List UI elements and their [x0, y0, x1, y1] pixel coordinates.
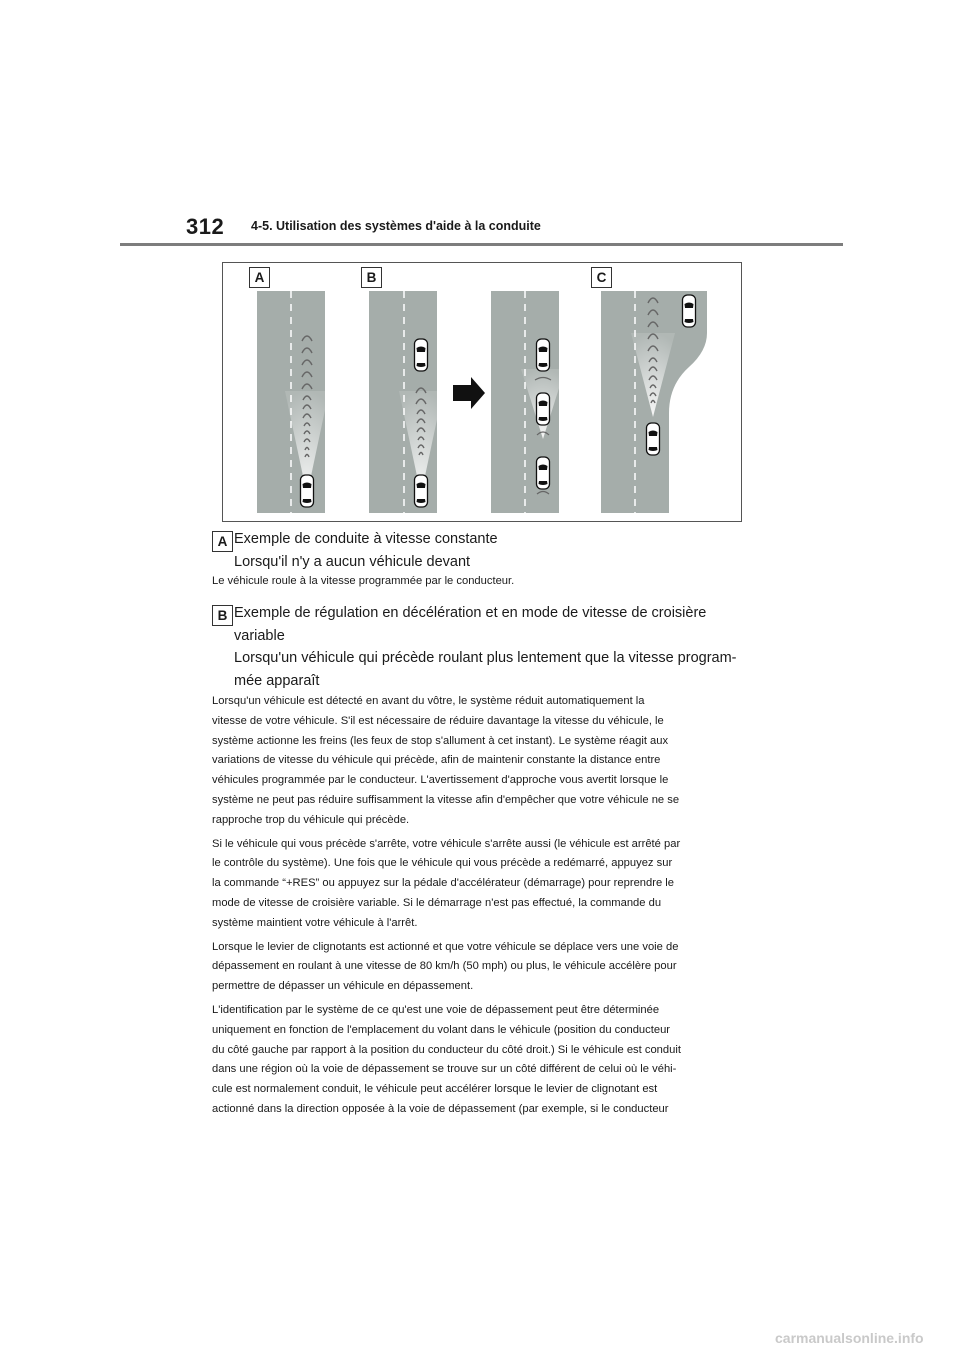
body-line: Le véhicule roule à la vitesse programmée par le conducteur. [212, 575, 515, 587]
section-a-heading [212, 528, 772, 573]
body-line: rapproche trop du véhicule qui précède. [212, 813, 410, 826]
body-line: actionné dans la direction opposée à la voie de dépassement (par exemple, si le conducteur [212, 1102, 669, 1115]
body-line: système maintient votre véhicule à l'arrêt. [212, 916, 418, 929]
body-line: dans une région où la voie de dépassement se trouve sur un côté différent de celui où le véhi- [212, 1063, 677, 1076]
section-a-tag: A [212, 531, 233, 552]
section-b-tag: B [212, 605, 233, 626]
body-line: uniquement en fonction de l'emplacement du volant dans le véhicule (position du conducteur [212, 1023, 671, 1036]
page-number: 312 [186, 214, 225, 239]
section-a-line: Exemple de conduite à vitesse constante [234, 531, 498, 547]
header-divider [120, 243, 843, 246]
road-diagram-svg [223, 263, 741, 521]
body-line: vitesse de votre véhicule. S'il est nécessaire de réduire davantage la vitesse du véhicule, le [212, 714, 664, 727]
body-line: variations de vitesse du véhicule qui précède, afin de maintenir constante la distance entre [212, 754, 661, 767]
body-line: véhicules programmée par le conducteur. L'avertissement d'approche vous avertit lorsque le [212, 774, 669, 787]
paragraph [212, 1001, 757, 1120]
body-line: Si le véhicule qui vous précède s'arrête, votre véhicule s'arrête aussi (le véhicule est arrêté par [212, 837, 681, 850]
figure-label-c: C [591, 267, 612, 288]
body-line: L'identification par le système de ce qu'est une voie de dépassement peut être déterminée [212, 1003, 660, 1016]
acc-illustration [222, 262, 742, 522]
road-a [257, 291, 329, 513]
figure-label-a: A [249, 267, 270, 288]
paragraph [212, 938, 757, 997]
watermark: carmanualsonline.info [775, 1330, 924, 1346]
road-b [369, 291, 443, 513]
body-line: Lorsqu'un véhicule est détecté en avant du vôtre, le système réduit automatiquement la [212, 695, 645, 707]
body-line: mode de vitesse de croisière variable. Si le démarrage n'est pas effectué, la commande du [212, 896, 662, 909]
road-c [601, 291, 707, 513]
body-line: la commande “+RES” ou appuyez sur la pédale d'accélérateur (démarrage) pour reprendre le [212, 877, 675, 890]
body-line: cule est normalement conduit, le véhicule peut accélérer lorsque le levier de clignotant est [212, 1083, 658, 1096]
road-b-next [491, 291, 565, 513]
body-line: dépassement en roulant à une vitesse de 80 km/h (50 mph) ou plus, le véhicule accélère pour [212, 960, 677, 973]
section-b-body [212, 692, 757, 1124]
section-header-title: 4-5. Utilisation des systèmes d'aide à la conduite [251, 219, 541, 233]
section-b-heading [212, 602, 772, 692]
body-line: le contrôle du système). Une fois que le véhicule qui vous précède a redémarré, appuyez sur [212, 857, 673, 870]
body-line: système actionne les freins (les feux de stop s'allument à cet instant). Le système réagit aux [212, 734, 669, 747]
body-line: système ne peut pas réduire suffisamment la vitesse afin d'empêcher que votre véhicule ne se [212, 793, 680, 806]
section-a-line: Lorsqu'il n'y a aucun véhicule devant [234, 553, 471, 570]
section-b-line: variable [234, 627, 285, 644]
section-b-line: mée apparaît [234, 672, 320, 689]
transition-arrow [453, 377, 485, 409]
body-line: permettre de dépasser un véhicule en dépassement. [212, 980, 474, 993]
section-a-body [212, 572, 757, 596]
section-b-line: Lorsqu'un véhicule qui précède roulant plus lentement que la vitesse program- [234, 650, 737, 666]
body-line: Lorsque le levier de clignotants est actionné et que votre véhicule se déplace vers une voie de [212, 940, 679, 953]
paragraph [212, 835, 757, 934]
body-line: du côté gauche par rapport à la position du conducteur du côté droit.) Si le véhicule est conduit [212, 1043, 681, 1056]
figure-label-b: B [361, 267, 382, 288]
section-b-line: Exemple de régulation en décélération et en mode de vitesse de croisière [234, 605, 707, 621]
paragraph [212, 692, 757, 831]
